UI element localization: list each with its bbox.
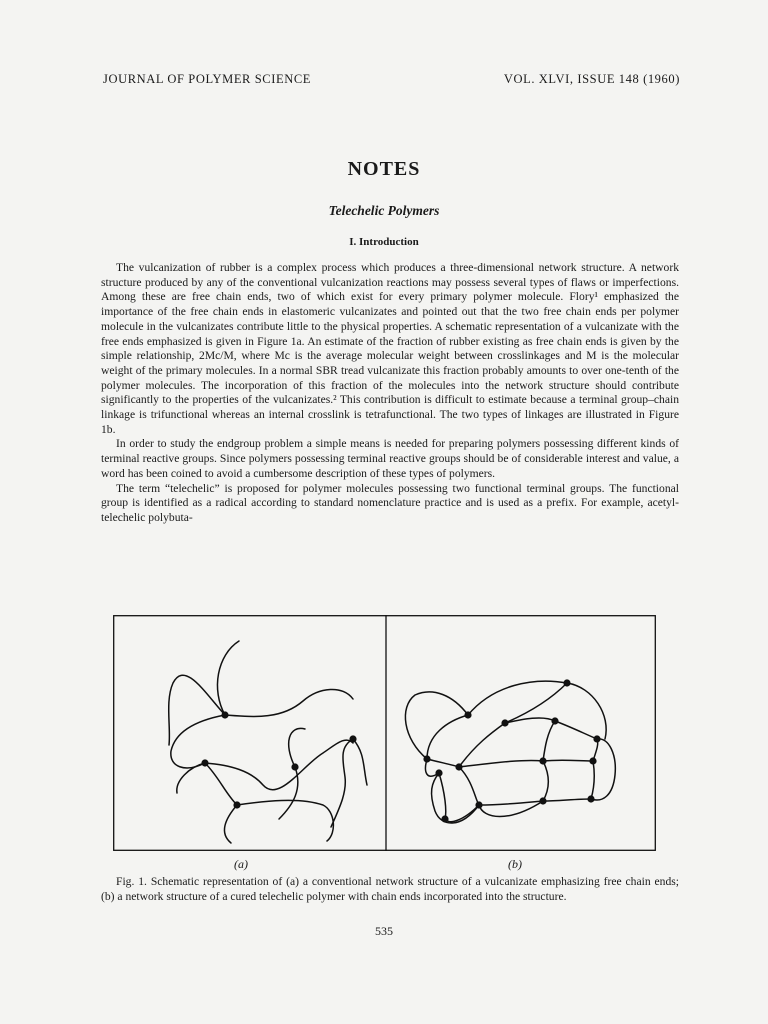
chain-b12 [439,773,446,819]
chain-b9 [459,760,543,767]
chain-b15 [479,801,543,805]
chain-b16 [543,761,548,801]
chain-b2 [468,681,567,715]
page-title: NOTES [347,158,421,180]
chain-b6 [555,721,597,739]
chain-a12 [331,739,353,827]
figure-label-a: (a) [234,857,248,871]
chain-b8 [427,759,459,767]
page-number: 535 [375,924,393,938]
journal-name: JOURNAL OF POLYMER SCIENCE [103,72,312,86]
figure-caption-text: Fig. 1. Schematic representation of (a) a conventional network structure of a vulcanizate emphasizing free chain ends; (b) a network structure of a cured telechelic polymer with chain ends incorporated into the structure. [101,875,679,903]
chain-b21 [543,721,555,761]
chain-b23 [432,773,479,823]
chain-b3 [567,683,606,739]
figure-frame [114,616,656,851]
running-header [103,72,680,87]
panel-b-network [405,681,615,823]
chain-a3 [225,689,353,716]
section-heading: I. Introduction [349,236,419,248]
chain-b7 [427,715,468,759]
chain-a4 [171,715,225,768]
volume-info: VOL. XLVI, ISSUE 148 (1960) [503,72,680,86]
chain-a11 [279,767,298,819]
chain-b10 [543,760,593,761]
body-text [101,261,679,526]
figure-label-b: (b) [508,857,522,871]
chain-b22 [459,723,505,767]
figure-caption [101,875,679,904]
chain-a10 [289,728,305,767]
chain-a13 [353,739,367,785]
chain-b13 [459,767,479,805]
paragraph-3: The term “telechelic” is proposed for polymer molecules possessing two functional terminal groups. The functional group is identified as a radical according to standard nomenclature practice and is used as a prefix. For example, acetyl-telechelic polybuta- [101,481,679,524]
chain-a7 [205,763,237,805]
paragraph-1: The vulcanization of rubber is a complex process which produces a three-dimensional network structure. A network structure produced by any of the conventional vulcanization reactions may possess several types of flaws or imperfections. Among these are free chain ends, two of which exist for every primary polymer molecule. Flory¹ emphasized the importance of the free chain ends in elastomeric vulcanizates and pointed out that the two free chain ends per polymer molecule in the vulcanizates contribute little to the physical properties. A schematic representation of a vulcanizate with the free ends emphasized is given in Figure 1a. An estimate of the fraction of rubber existing as free chain ends is given by the simple relationship, 2Mc/M, where Mc is the average molecular weight between crosslinkages and M is the molecular weight of the primary molecules. In a normal SBR tread vulcanizate this fraction probably amounts to over one-tenth of the polymer molecules. The incorporation of this fraction of the molecules into the network structure should contribute significantly to the properties of the vulcanizates.² This contribution is difficult to estimate because a terminal group–chain linkage is trifunctional whereas an internal crosslink is tetrafunctional. The two types of linkages are illustrated in Figure 1b. [101,261,679,436]
chain-a8 [237,800,333,841]
chain-b1 [405,692,468,759]
chain-b18 [591,761,594,799]
chain-a6 [205,740,353,790]
panel-a-network [169,641,367,843]
article-title: Telechelic Polymers [328,203,440,218]
chain-a9 [224,805,237,843]
figure-1 [113,615,656,851]
chain-b14 [445,805,479,822]
chain-b4 [505,683,567,723]
panel-b-crosslinks [423,679,600,822]
chain-a1 [217,641,239,715]
paragraph-2: In order to study the endgroup problem a simple means is needed for preparing polymers possessing different kinds of terminal reactive groups. Since polymers possessing terminal reactive groups should be of considerable interest and value, a word has been coined to avoid a cumbersome description of these types of polymers. [101,437,679,480]
panel-a-crosslinks [201,711,356,808]
chain-a2 [169,675,225,745]
chain-b17 [543,799,591,801]
